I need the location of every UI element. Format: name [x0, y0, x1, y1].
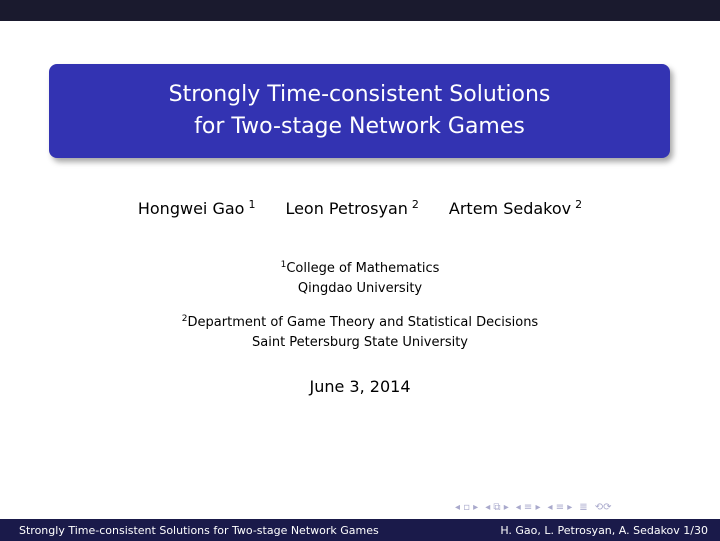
- institution-2-line-2: Saint Petersburg State University: [252, 335, 468, 350]
- institution-1-mark: 1: [280, 260, 287, 270]
- institution-1-line-2: Qingdao University: [297, 281, 423, 296]
- nav-prev-subsection-icon[interactable]: ◂ ⧉ ▸: [485, 501, 509, 513]
- beamer-navigation[interactable]: [455, 500, 720, 514]
- footer-bar: [0, 519, 720, 541]
- author-3: Artem Sedakov $^2$: [448, 198, 583, 218]
- presentation-date: June 3, 2014: [309, 377, 411, 396]
- nav-search-icon[interactable]: ⟲⟳: [594, 501, 612, 513]
- top-bar: [0, 0, 720, 21]
- nav-subsection-icon[interactable]: ◂ ≡ ▸: [547, 501, 573, 513]
- title-block: [49, 64, 670, 158]
- institution-1: [0, 255, 720, 299]
- author-2: Leon Petrosyan $^2$: [285, 198, 419, 218]
- footer-title: Strongly Time-consistent Solutions for Two-stage Network Games: [19, 523, 379, 537]
- nav-prev-frame-icon[interactable]: ◂ ▫ ▸: [455, 501, 479, 513]
- nav-section-icon[interactable]: ◂ ≡ ▸: [515, 501, 541, 513]
- nav-menu-icon[interactable]: ≣: [579, 501, 588, 513]
- author-list: [0, 198, 720, 218]
- title-line-2: for Two-stage Network Games: [194, 114, 525, 139]
- institution-2: [0, 309, 720, 353]
- institution-2-mark: 2: [181, 314, 188, 324]
- institution-1-line-1: College of Mathematics: [286, 261, 440, 276]
- footer-authors-page: H. Gao, L. Petrosyan, A. Sedakov 1/30: [500, 523, 708, 537]
- title-line-1: Strongly Time-consistent Solutions: [168, 82, 551, 107]
- author-1: Hongwei Gao $^1$: [137, 198, 256, 218]
- institution-2-line-1: Department of Game Theory and Statistical Decisions: [187, 315, 539, 330]
